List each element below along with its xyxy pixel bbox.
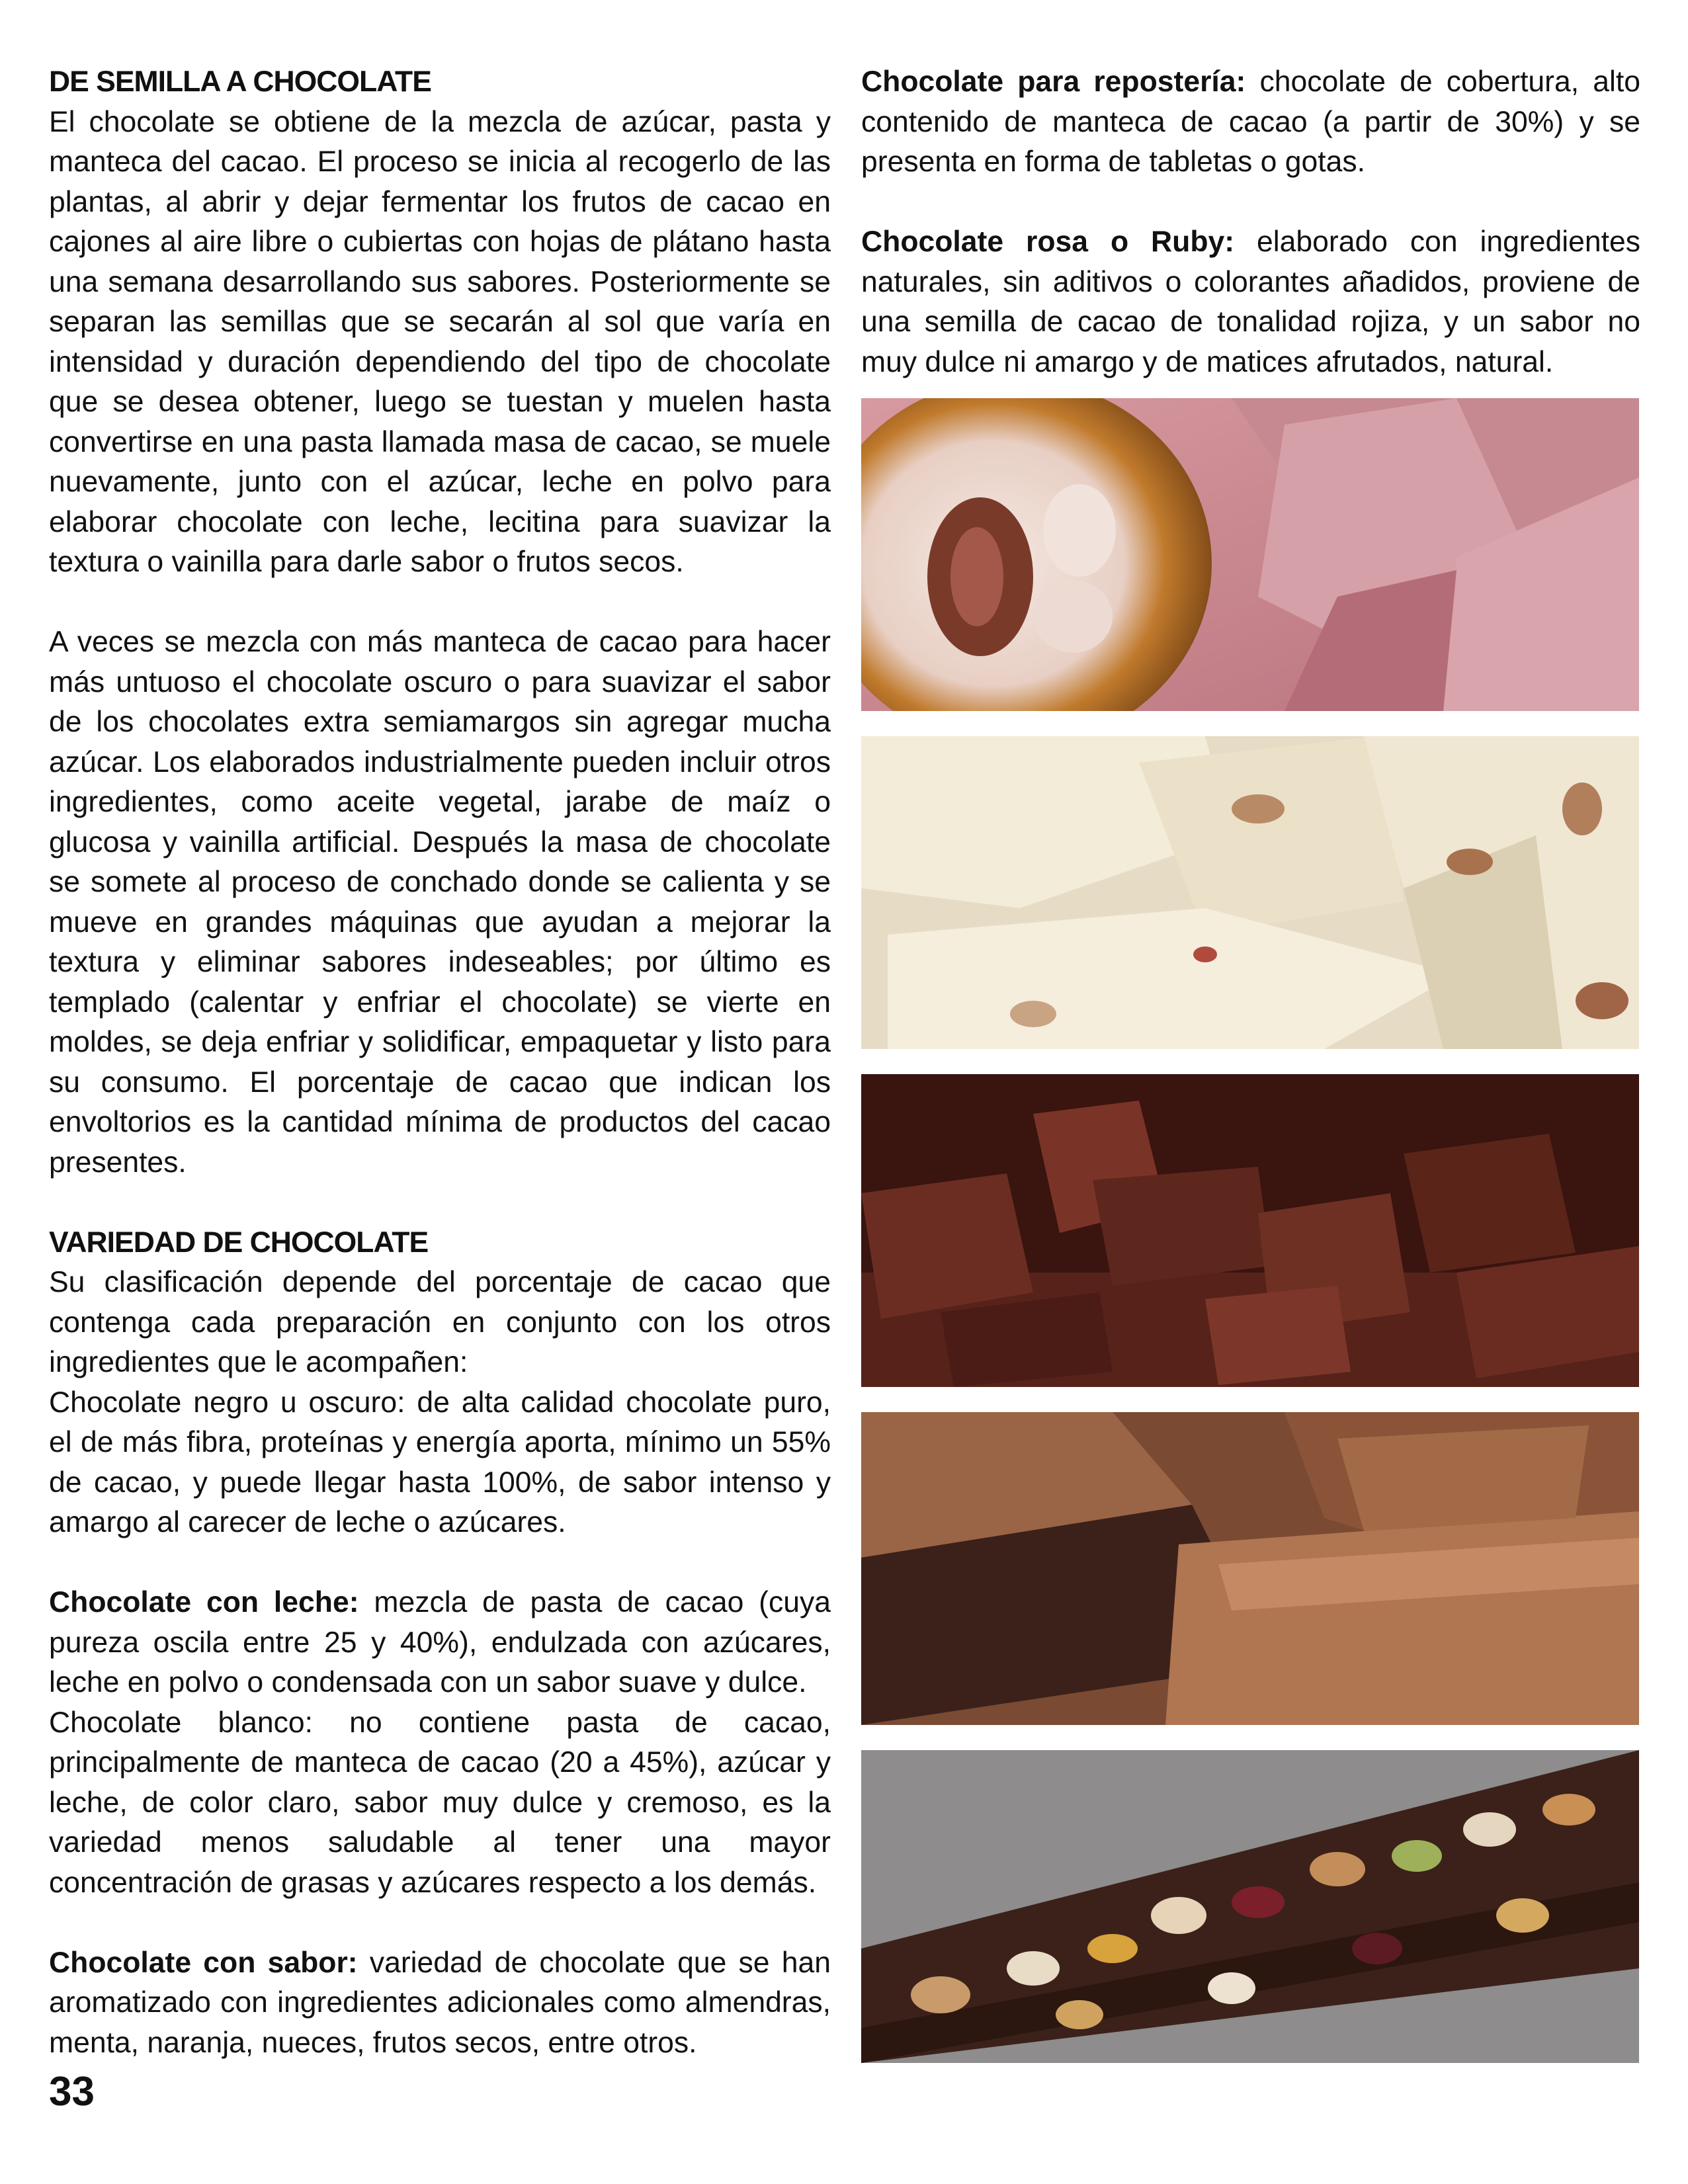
text-chocolate-reposteria: chocolate de cobertura, alto contenido de manteca de cacao (a partir de 30%) y se presenta en forma de tabletas o gotas. [861, 65, 1640, 178]
text-chocolate-ruby: elaborado con ingredientes naturales, sin aditivos o colorantes añadidos, proviene de una semilla de cacao de tonalidad rojiza, y un sabor no muy dulce ni amargo y de matices afrutados, natural. [861, 226, 1640, 378]
photo-white-chocolate [861, 736, 1639, 1049]
paragraph-semilla-2: A veces se mezcla con más manteca de cacao para hacer más untuoso el chocolate oscuro o para suavizar el sabor de los chocolates extra semiamargos sin agregar mucha azúcar. Los elaborados industrialmente pueden incluir otros ingredientes, como aceite vegetal, jarabe de maíz o glucosa y vainilla artificial. Después la masa de chocolate se somete al proceso de conchado donde se calienta y se mueve en grandes máquinas que ayudan a mejorar la textura y eliminar sabores indeseables; por último es templado (calentar y enfriar el chocolate) se vierte en moldes, se deja enfriar y solidificar, empaquetar y listo para su consumo. El porcentaje de cacao que indican los envoltorios es la cantidad mínima de productos del cacao presentes. [49, 626, 831, 1179]
photo-strip [861, 398, 1639, 2088]
photo-dark-chocolate [861, 1074, 1639, 1387]
section-variedad [49, 1223, 831, 1543]
label-chocolate-leche: Chocolate con leche: [49, 1586, 359, 1618]
left-column [49, 62, 831, 2063]
photo-ruby-chocolate [861, 398, 1639, 711]
text-chocolate-sabor: variedad de chocolate que se han aromatizado con ingredientes adicionales como almendras, menta, naranja, nueces, frutos secos, entre otros. [49, 1946, 831, 2059]
paragraph-chocolate-reposteria [861, 62, 1640, 183]
label-chocolate-ruby: Chocolate rosa o Ruby: [861, 226, 1235, 258]
heading-semilla: DE SEMILLA A CHOCOLATE [49, 65, 431, 98]
paragraph-semilla-1: El chocolate se obtiene de la mezcla de azúcar, pasta y manteca del cacao. El proceso se inicia al recogerlo de las plantas, al abrir y dejar fermentar los frutos de cacao en cajones al aire libre o cubiertas con hojas de plátano hasta una semana desarrollando sus sabores. Posteriormente se separan las semillas que se secarán al sol que varía en intensidad y duración dependiendo del tipo de chocolate que se desea obtener, luego se tuestan y muelen hasta convertirse en una pasta llamada masa de cacao, se muele nuevamente, junto con el azúcar, leche en polvo para elaborar chocolate con leche, lecitina para suavizar la textura o vainilla para darle sabor o frutos secos. [49, 105, 831, 578]
paragraph-chocolate-blanco: Chocolate blanco: no contiene pasta de cacao, principalmente de manteca de cacao (20 a 45%), azúcar y leche, de color claro, sabor muy dulce y cremoso, es la variedad menos saludable al tener una mayor concentración de grasas y azúcares respecto a los demás. [49, 1706, 831, 1899]
heading-variedad: VARIEDAD DE CHOCOLATE [49, 1226, 429, 1259]
label-chocolate-sabor: Chocolate con sabor: [49, 1946, 358, 1979]
paragraph-variedad-intro: Su clasificación depende del porcentaje de cacao que contenga cada preparación en conjunto con los otros ingredientes que le acompañen: [49, 1266, 831, 1378]
paragraph-chocolate-ruby [861, 222, 1640, 382]
paragraph-chocolate-sabor [49, 1943, 831, 2064]
page-number: 33 [49, 2069, 95, 2115]
right-column [861, 62, 1640, 382]
paragraph-chocolate-negro: Chocolate negro u oscuro: de alta calidad chocolate puro, el de más fibra, proteínas y energía aporta, mínimo un 55% de cacao, y puede llegar hasta 100%, de sabor intenso y amargo al carecer de leche o azúcares. [49, 1386, 831, 1538]
section-semilla [49, 62, 831, 583]
photo-milk-chocolate [861, 1412, 1639, 1725]
photo-chocolate-nuts [861, 1750, 1639, 2063]
label-chocolate-reposteria: Chocolate para repostería: [861, 65, 1246, 98]
text-chocolate-leche: mezcla de pasta de cacao (cuya pureza oscila entre 25 y 40%), endulzada con azúcares, leche en polvo o condensada con un sabor suave y dulce. [49, 1586, 831, 1699]
paragraph-chocolate-leche [49, 1583, 831, 1903]
